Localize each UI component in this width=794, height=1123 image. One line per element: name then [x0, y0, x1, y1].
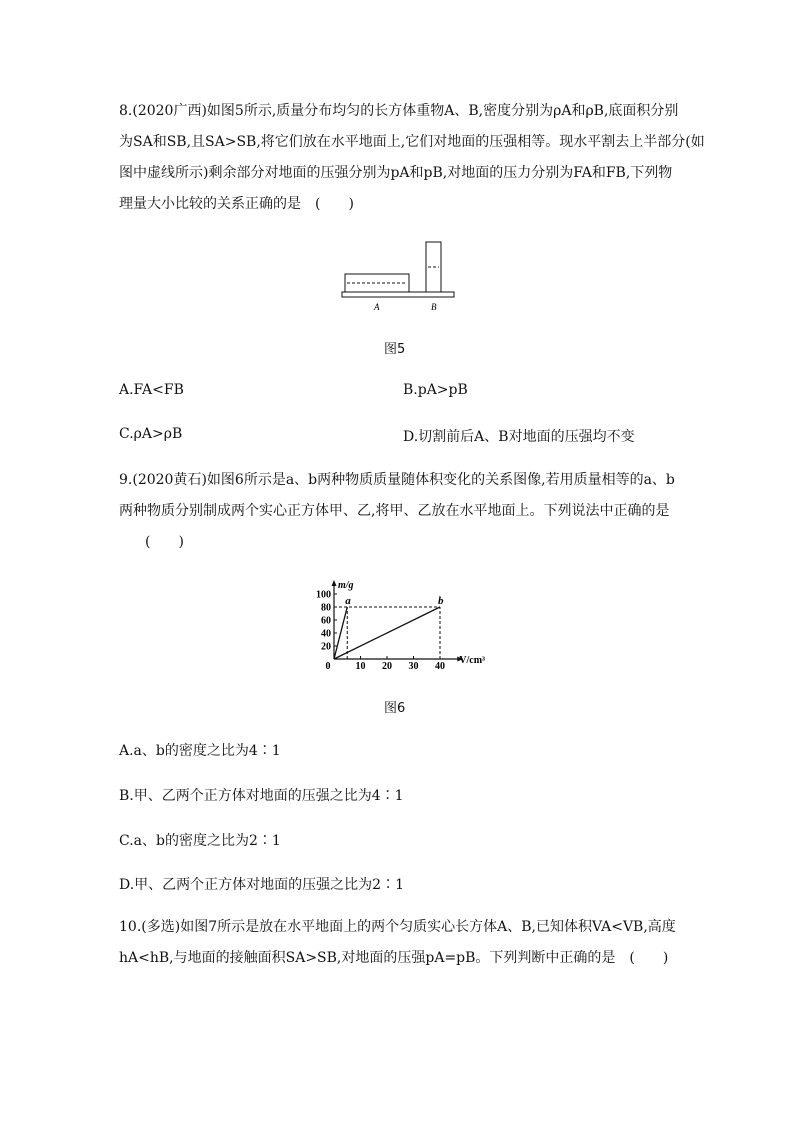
- series-label-a: a: [345, 595, 351, 607]
- y-axis-label: m/g: [338, 580, 354, 591]
- y-tick-label: 40: [321, 628, 331, 640]
- q8-line-4: 理量大小比较的关系正确的是 ( ): [119, 196, 354, 212]
- q8-line-1: 8.(2020广西)如图5所示,质量分布均匀的长方体重物A、B,密度分别为ρA和ρB,底面积分别: [119, 103, 679, 119]
- ground-plate: [342, 292, 454, 297]
- x-tick-label: 20: [382, 661, 392, 672]
- x-tick-label: 40: [435, 661, 445, 672]
- y-tick-label: 20: [321, 641, 331, 653]
- q8-option-a: A.FA<FB: [119, 382, 184, 398]
- q10-line-2: hA<hB,与地面的接触面积SA>SB,对地面的压强pA=pB。下列判断中正确的是 ( ): [119, 950, 669, 966]
- series-line-b: [334, 607, 440, 659]
- q8-option-c: C.ρA>ρB: [119, 426, 183, 442]
- label-block-a: A: [374, 302, 380, 312]
- question-8-stem: [119, 96, 705, 220]
- q9-line-1: 9.(2020黄石)如图6所示是a、b两种物质质量随体积变化的关系图像,若用质量相等的a、b: [119, 472, 675, 488]
- origin-label: 0: [325, 661, 331, 672]
- figure-6-caption: 图6: [384, 701, 406, 716]
- x-tick-label: 10: [355, 661, 366, 672]
- series-label-b: b: [438, 595, 444, 607]
- y-tick-label: 60: [321, 615, 331, 627]
- figure-6-mass-volume-chart: [310, 573, 490, 673]
- question-9-stem: [119, 465, 679, 558]
- q8-option-d: D.切割前后A、B对地面的压强均不变: [403, 429, 635, 445]
- q9-line-2: 两种物质分别制成两个实心正方体甲、乙,将甲、乙放在水平地面上。下列说法中正确的是: [119, 503, 670, 519]
- q8-line-3: 图中虚线所示)剩余部分对地面的压强分别为pA和pB,对地面的压力分别为FA和FB,下列物: [119, 165, 673, 181]
- q9-line-3: ( ): [145, 534, 184, 550]
- label-block-b: B: [431, 302, 437, 312]
- x-tick-label: 30: [408, 661, 419, 672]
- figure-5-caption: 图5: [384, 342, 406, 357]
- q9-option-a: A.a、b的密度之比为4∶1: [119, 743, 281, 759]
- q10-line-1: 10.(多选)如图7所示是放在水平地面上的两个匀质实心长方体A、B,已知体积VA<VB,高度: [119, 919, 676, 935]
- q9-option-b: B.甲、乙两个正方体对地面的压强之比为4∶1: [119, 788, 404, 804]
- question-10-stem: [119, 912, 679, 974]
- y-tick-label: 100: [316, 589, 331, 601]
- figure-5-blocks: [330, 236, 470, 316]
- q9-option-d: D.甲、乙两个正方体对地面的压强之比为2∶1: [119, 877, 404, 893]
- x-axis-label: V/cm³: [459, 655, 486, 666]
- q9-option-c: C.a、b的密度之比为2∶1: [119, 833, 281, 849]
- y-tick-label: 80: [321, 602, 331, 614]
- q8-option-b: B.pA>pB: [403, 382, 468, 398]
- q8-line-2: 为SA和SB,且SA>SB,将它们放在水平地面上,它们对地面的压强相等。现水平割去上半部分(如: [119, 134, 705, 150]
- y-axis-arrow: [332, 580, 337, 586]
